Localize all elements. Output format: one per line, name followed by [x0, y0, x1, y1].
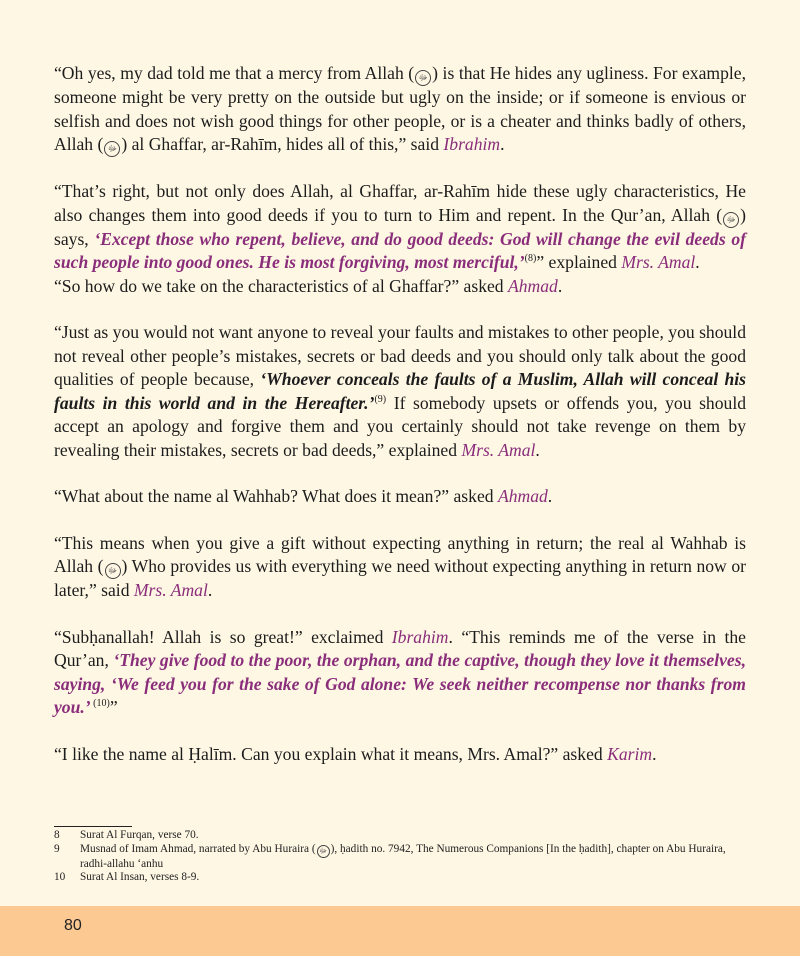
character-name: Mrs. Amal — [621, 252, 696, 272]
character-name: Karim — [607, 743, 653, 764]
footnote-divider — [54, 826, 132, 827]
paragraph-8: “I like the name al Ḥalīm. Can you explain what it means, Mrs. Amal?” asked Karim. — [54, 743, 657, 764]
footnote — [54, 843, 746, 872]
paragraph-5: “What about the name al Wahhab? What does it mean?” asked Ahmad. — [54, 486, 553, 506]
paragraph-1: “Oh yes, my dad told me that a mercy from Allah ( ﷻ ) is that He hides any ugliness. For example, someone might be very pretty on the outside but ugly on the inside; or if someone is envious or selfish and does not wish good things for other people, or is a cheater and thinks badly of others, Allah ( ﷻ ) al Ghaffar, ar-Rahīm, hides all of this,” said Ibrahim. — [54, 62, 746, 157]
footnote — [54, 829, 746, 843]
footer-band — [0, 906, 800, 956]
paragraph-3: “So how do we take on the characteristics of al Ghaffar?” asked Ahmad. — [54, 275, 563, 296]
footnote-ref: (8) — [524, 253, 537, 265]
honorific-icon: ﷻ — [415, 70, 431, 86]
quran-quote: ‘They give food to the poor, the orphan, and the captive, though they love it themselves, saying, ‘We feed you for the sake of God alone: We seek neither recompense nor thanks from you.’ — [54, 650, 746, 717]
footnote — [54, 871, 746, 885]
character-name: Ahmad — [508, 275, 558, 296]
paragraph-4: “Just as you would not want anyone to reveal your faults and mistakes to other people, you should not reveal other people’s mistakes, secrets or bad deeds and you should only talk about the good qualities of people because, ‘Whoever conceals the faults of a Muslim, Allah will conceal his faults in this world and in the Hereafter.’$^{(9)}$ If somebody upsets or offends you, you should accept an apology and forgive them and you certainly should not take revenge on them by revealing their mistakes, secrets or bad deeds,” explained Mrs. Amal. — [54, 322, 747, 460]
hadith-quote: ‘Whoever conceals the faults of a Muslim, Allah will conceal his faults in this world and in the Hereafter.’ — [54, 369, 746, 413]
quran-quote: ‘Except those who repent, believe, and do good deeds: God will change the evil deeds of such people into good ones. He is most forgiving, most merciful,’ — [54, 228, 746, 272]
paragraph-7: “Subḥanallah! Allah is so great!” exclaimed Ibrahim. “This reminds me of the verse in the Qur’an, ‘They give food to the poor, the orphan, and the captive, though they love it themselves, saying, ‘We feed you for the sake of God alone: We seek neither recompense nor thanks from you.’ $^{(10)}$” — [54, 626, 746, 717]
honorific-icon: ﷻ — [105, 563, 121, 579]
body-text — [54, 62, 746, 789]
character-name: Ibrahim — [443, 134, 501, 154]
character-name: Ahmad — [497, 486, 548, 506]
character-name: Ibrahim — [391, 626, 449, 647]
paragraph-2: “That’s right, but not only does Allah, al Ghaffar, ar-Rahīm hide these ugly characteristics, He also changes them into good deeds if you to turn to Him and repent. In the Qur’an, Allah ( ﷻ ) says, ‘Except those who repent, believe, and do good deeds: God will change the evil deeds of such people into good ones. He is most forgiving, most merciful,’$^{(8)}$” explained Mrs. Amal. — [54, 181, 746, 272]
page-number: 80 — [64, 917, 82, 934]
footnote-ref: (9) — [374, 393, 387, 405]
paragraph-6: “This means when you give a gift without expecting anything in return; the real al Wahhab is Allah ( ﷻ ) Who provides us with everything we need without expecting anything in return now or later,” said Mrs. Amal. — [54, 532, 746, 600]
footnote-number: 9 — [54, 842, 60, 855]
footnotes — [54, 829, 746, 885]
footnote-text: Surat Al Furqan, verse 70. — [80, 829, 199, 841]
honorific-icon: ﷻ — [723, 212, 739, 228]
footnote-number: 10 — [54, 871, 66, 884]
footnote-number: 8 — [54, 829, 60, 841]
character-name: Mrs. Amal — [133, 580, 208, 600]
footnote-text: Musnad of Imam Ahmad, narrated by Abu Huraira ( ﷻ ), ḥadith no. 7942, The Numerous Companions [In the ḥadith], chapter on Abu Huraira, radhi-allahu ‘anhu — [80, 842, 726, 870]
footnote-text: Surat Al Insan, verses 8-9. — [80, 871, 200, 884]
honorific-icon: ﷻ — [104, 141, 120, 157]
footnote-ref: (10) — [90, 698, 110, 710]
character-name: Mrs. Amal — [461, 439, 536, 460]
honorific-icon: ﷻ — [317, 845, 330, 858]
